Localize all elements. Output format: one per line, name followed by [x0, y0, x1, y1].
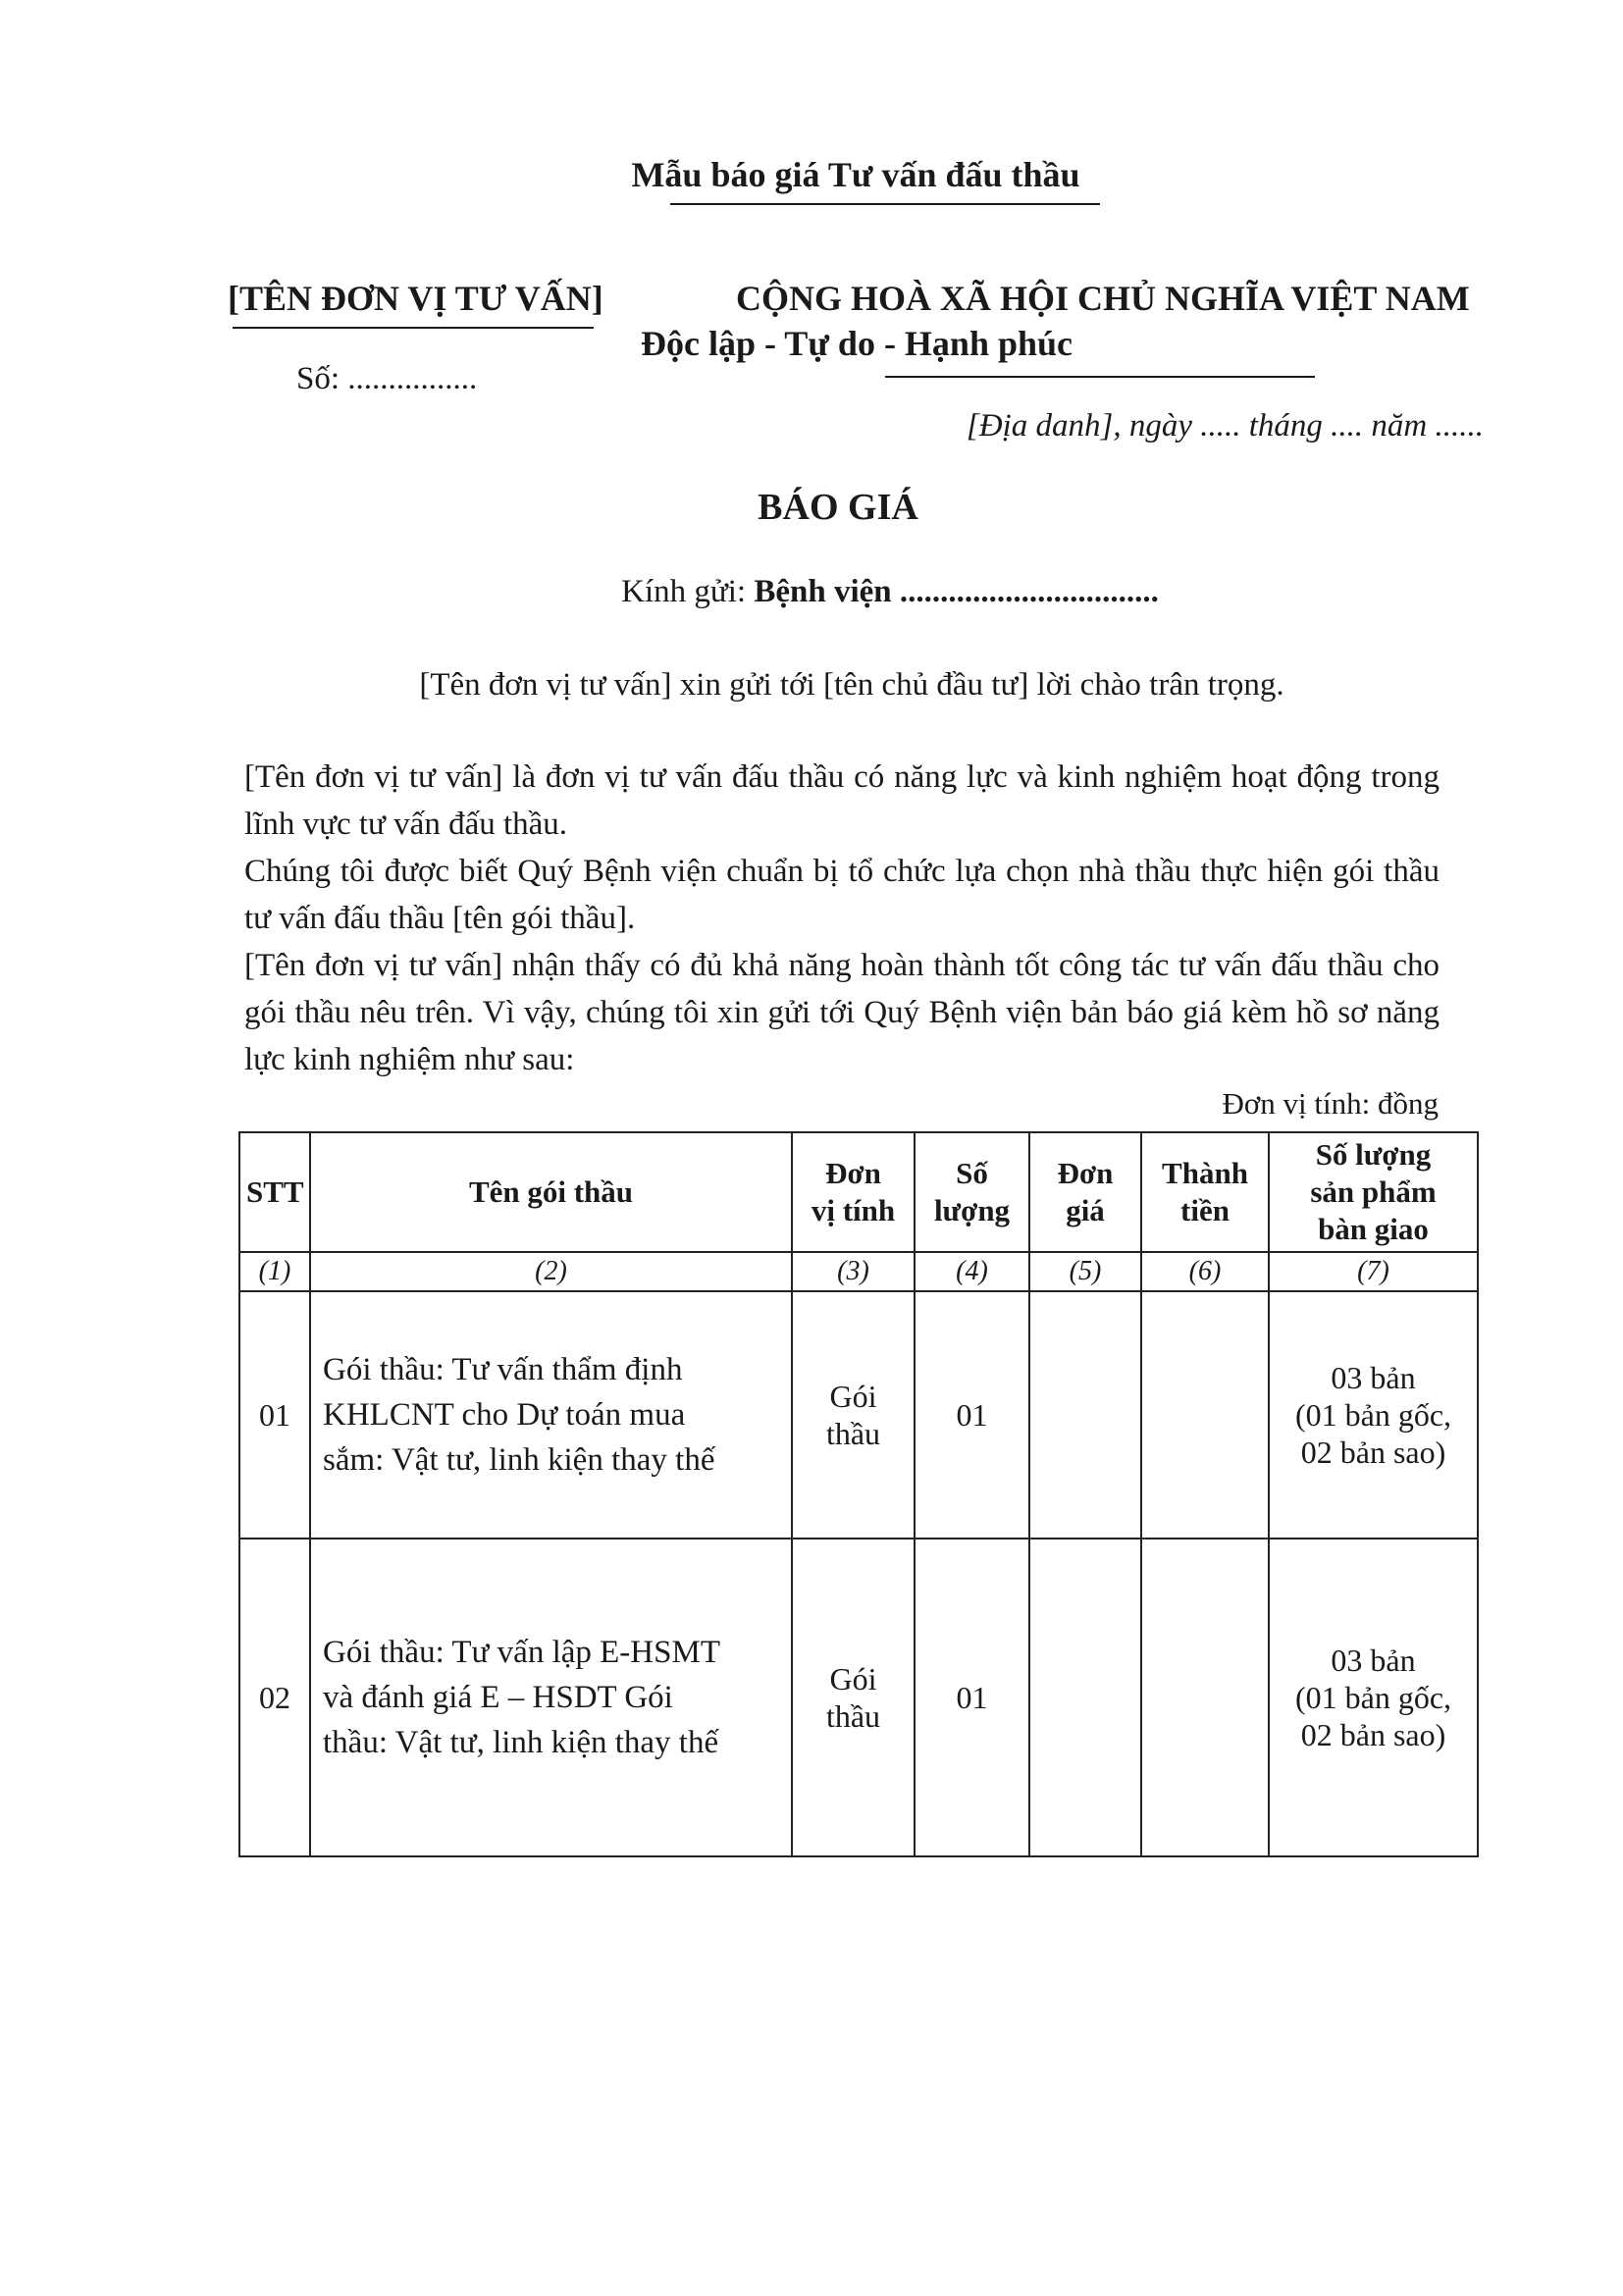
row-unit-price: [1029, 1291, 1141, 1539]
row-amount: [1141, 1539, 1269, 1856]
table-row: [239, 1291, 1478, 1539]
row-quantity: 01: [915, 1291, 1029, 1539]
header-stt: STT: [239, 1132, 310, 1252]
row-unit: Gói thầu: [792, 1291, 915, 1539]
paragraph: [Tên đơn vị tư vấn] là đơn vị tư vấn đấu thầu có năng lực và kinh nghiệm hoạt động trong lĩnh vực tư vấn đấu thầu.: [244, 759, 1440, 842]
recipient-line: [0, 574, 1623, 610]
body-text: [244, 754, 1440, 1083]
title-underline: [670, 203, 1100, 205]
header-amount: Thành tiền: [1141, 1132, 1269, 1252]
quote-table: [238, 1131, 1479, 1857]
header-package: Tên gói thầu: [310, 1132, 792, 1252]
row-package-name: Gói thầu: Tư vấn thẩm định KHLCNT cho Dự toán mua sắm: Vật tư, linh kiện thay thế: [310, 1291, 792, 1539]
header-unit: Đơn vị tính: [792, 1132, 915, 1252]
header-deliverables: Số lượng sản phẩm bàn giao: [1269, 1132, 1478, 1252]
table-header-row: [239, 1132, 1478, 1252]
row-unit: Gói thầu: [792, 1539, 915, 1856]
row-stt: 01: [239, 1291, 310, 1539]
column-index: (6): [1141, 1252, 1269, 1291]
motto-underline: [885, 376, 1315, 378]
consultant-name: [TÊN ĐƠN VỊ TƯ VẤN]: [228, 279, 603, 318]
national-motto: Độc lập - Tự do - Hạnh phúc: [640, 324, 1073, 363]
document-number: Số: ................: [296, 361, 478, 396]
row-unit-price: [1029, 1539, 1141, 1856]
column-index: (1): [239, 1252, 310, 1291]
header-quantity: Số lượng: [915, 1132, 1029, 1252]
greeting: [Tên đơn vị tư vấn] xin gửi tới [tên chủ đầu tư] lời chào trân trọng.: [419, 667, 1284, 703]
currency-unit-note: Đơn vị tính: đồng: [1222, 1086, 1439, 1121]
column-index: (2): [310, 1252, 792, 1291]
column-index: (3): [792, 1252, 915, 1291]
national-name: CỘNG HOÀ XÃ HỘI CHỦ NGHĨA VIỆT NAM: [736, 279, 1470, 318]
column-index-row: [239, 1252, 1478, 1291]
row-amount: [1141, 1291, 1269, 1539]
column-index: (7): [1269, 1252, 1478, 1291]
quote-title: BÁO GIÁ: [758, 487, 918, 528]
paragraph: [Tên đơn vị tư vấn] nhận thấy có đủ khả năng hoàn thành tốt công tác tư vấn đấu thầu cho gói thầu nêu trên. Vì vậy, chúng tôi xin gửi tới Quý Bệnh viện bản báo giá kèm hồ sơ năng lực kinh nghiệm như sau:: [244, 948, 1440, 1077]
column-index: (4): [915, 1252, 1029, 1291]
row-package-name: Gói thầu: Tư vấn lập E-HSMT và đánh giá E – HSDT Gói thầu: Vật tư, linh kiện thay thế: [310, 1539, 792, 1856]
header-unit-price: Đơn giá: [1029, 1132, 1141, 1252]
row-deliverables: 03 bản (01 bản gốc, 02 bản sao): [1269, 1539, 1478, 1856]
paragraph: Chúng tôi được biết Quý Bệnh viện chuẩn bị tổ chức lựa chọn nhà thầu thực hiện gói thầu tư vấn đấu thầu [tên gói thầu].: [244, 854, 1440, 936]
row-stt: 02: [239, 1539, 310, 1856]
row-quantity: 01: [915, 1539, 1029, 1856]
table-row: [239, 1539, 1478, 1856]
document-title: Mẫu báo giá Tư vấn đấu thầu: [631, 155, 1080, 194]
place-date: [Địa danh], ngày ..... tháng .... năm ......: [966, 408, 1484, 444]
recipient-label: Kính gửi:: [621, 574, 755, 609]
recipient-name: Bệnh viện ................................: [754, 574, 1159, 609]
column-index: (5): [1029, 1252, 1141, 1291]
row-deliverables: 03 bản (01 bản gốc, 02 bản sao): [1269, 1291, 1478, 1539]
